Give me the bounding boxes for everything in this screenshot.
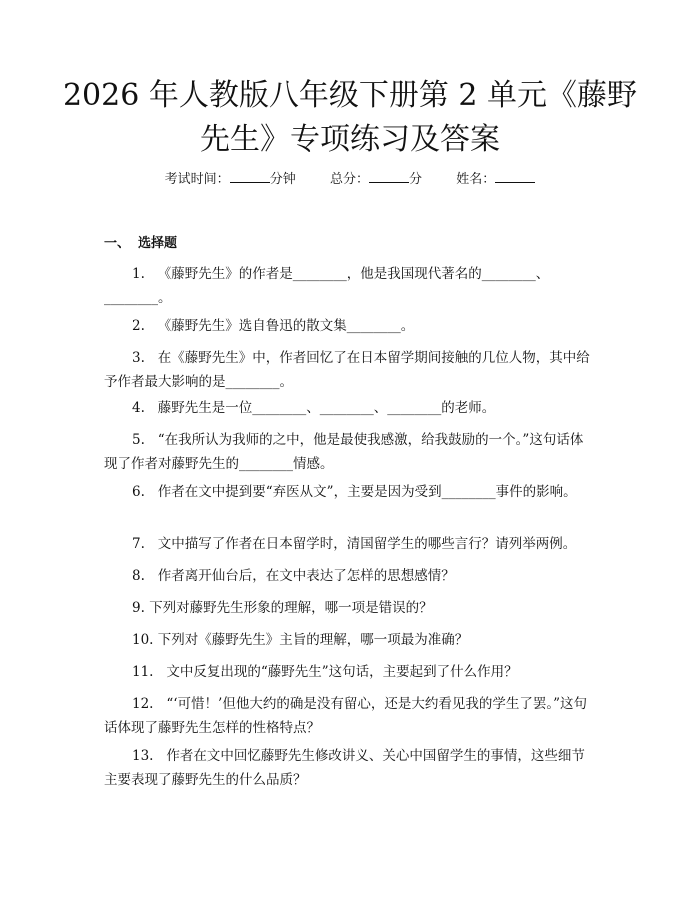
question-11: 11. 文中反复出现的“藤野先生”这句话，主要起到了什么作用？ bbox=[132, 664, 518, 680]
name-label: 姓名： bbox=[456, 172, 496, 187]
question-12: 12. “‘可惜！’但他大约的确是没有留心，还是大约看见我的学生了罢。”这句话体现了藤野先生怎样的性格特点？ bbox=[104, 696, 587, 736]
score-unit: 分 bbox=[409, 172, 423, 187]
page-title: 2026 年人教版八年级下册第 2 单元《藤野先生》专项练习及答案 bbox=[62, 78, 638, 157]
question-13: 13. 作者在文中回忆藤野先生修改讲义、关心中国留学生的事情，这些细节主要表现了藤野先生的什么品质？ bbox=[104, 748, 585, 788]
exam-info-line bbox=[0, 168, 700, 187]
question-10: 10. 下列对《藤野先生》主旨的理解，哪一项最为准确？ bbox=[132, 632, 469, 648]
section-number: 一、 bbox=[104, 236, 131, 251]
name-blank bbox=[495, 170, 535, 183]
score-blank bbox=[369, 170, 409, 183]
time-unit: 分钟 bbox=[269, 172, 296, 187]
section-heading bbox=[104, 232, 177, 251]
question-9: 9. 下列对藤野先生形象的理解，哪一项是错误的？ bbox=[132, 600, 433, 616]
question-1: 1. 《藤野先生》的作者是________，他是我国现代著名的________、________。 bbox=[104, 266, 550, 306]
question-5: 5. “在我所认为我师的之中，他是最使我感激，给我鼓励的一个。”这句话体现了作者对藤野先生的________情感。 bbox=[104, 432, 584, 472]
question-4: 4. 藤野先生是一位________、________、________的老师。 bbox=[132, 400, 496, 416]
question-3: 3. 在《藤野先生》中，作者回忆了在日本留学期间接触的几位人物，其中给予作者最大影响的是________。 bbox=[104, 350, 590, 390]
question-8: 8. 作者离开仙台后，在文中表达了怎样的思想感情？ bbox=[132, 568, 455, 584]
question-2: 2. 《藤野先生》选自鲁迅的散文集________。 bbox=[132, 318, 415, 334]
section-title: 选择题 bbox=[138, 236, 178, 251]
time-blank bbox=[230, 170, 270, 183]
time-label: 考试时间： bbox=[164, 172, 230, 187]
question-6: 6. 作者在文中提到要“弃医从文”，主要是因为受到________事件的影响。 bbox=[132, 484, 577, 500]
score-label: 总分： bbox=[329, 172, 369, 187]
question-7: 7. 文中描写了作者在日本留学时，清国留学生的哪些言行？请列举两例。 bbox=[132, 536, 577, 552]
